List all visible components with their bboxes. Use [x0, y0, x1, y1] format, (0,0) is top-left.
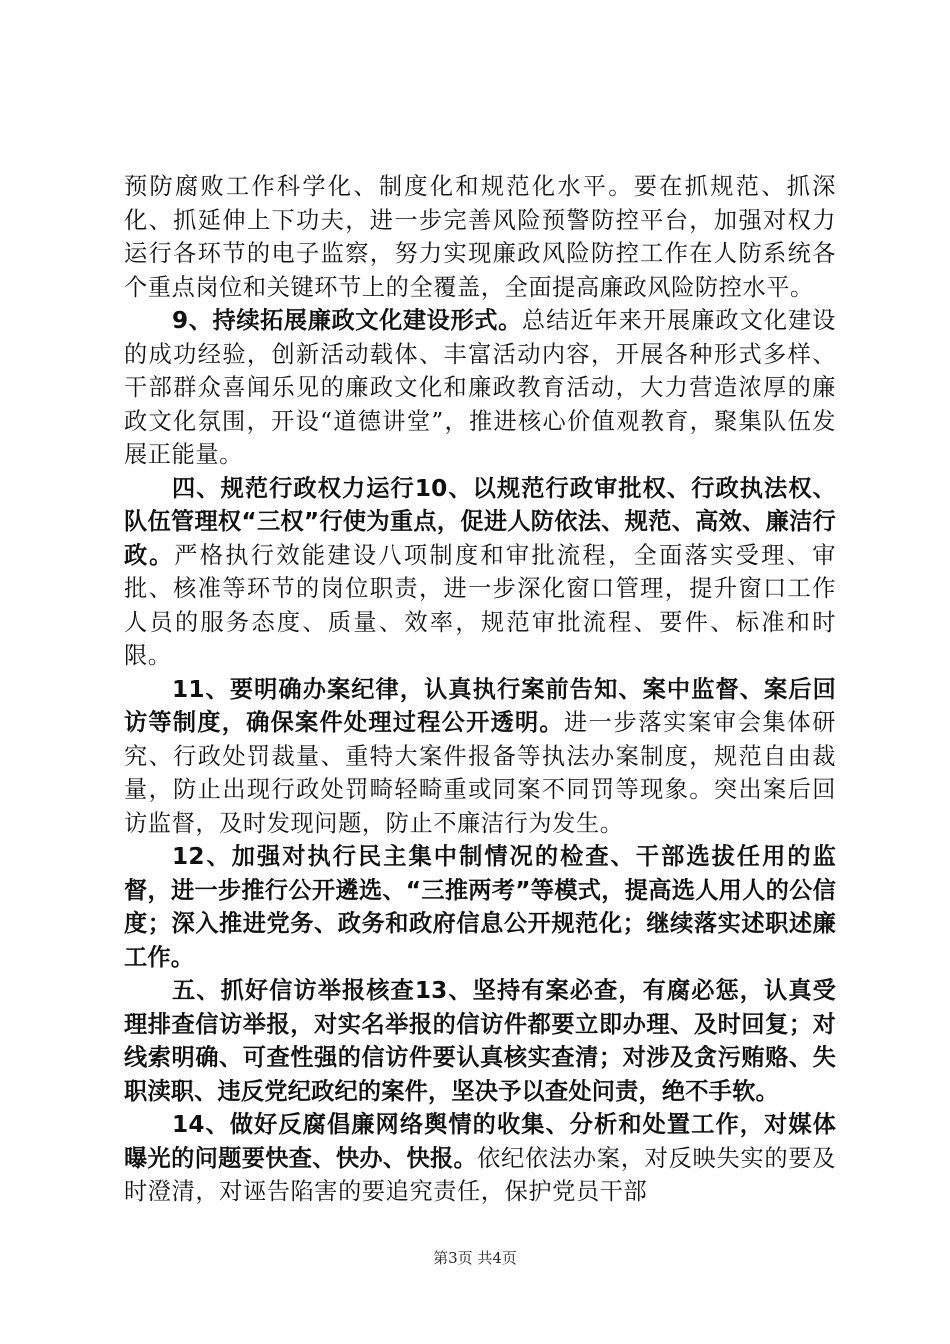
paragraph-3-heading: 四、规范行政权力运行10、以规范行政审批权、行政执法权、队伍管理权“三权”行使为重点，促进人防依法、规范、高效、廉洁行政。 [124, 474, 836, 569]
paragraph-2-heading: 9、持续拓展廉政文化建设形式。 [172, 307, 522, 334]
paragraph-7-heading: 14、做好反腐倡廉网络舆情的收集、分析和处置工作，对媒体曝光的问题要快查、快办、快报。 [124, 1111, 836, 1172]
paragraph-7-text: 依纪依法办案，对反映失实的要及时澄清，对诬告陷害的要追究责任，保护党员干部 [124, 1144, 837, 1205]
paragraph-3-text: 严格执行效能建设八项制度和审批流程，全面落实受理、审批、核准等环节的岗位职责，进一步深化窗口管理，提升窗口工作人员的服务态度、质量、效率，规范审批流程、要件、标准和时限。 [124, 541, 836, 669]
paragraph-3 [124, 472, 836, 673]
paragraph-1-text: 预防腐败工作科学化、制度化和规范化水平。要在抓规范、抓深化、抓延伸上下功夫，进一步完善风险预警防控平台，加强对权力运行各环节的电子监察，努力实现廉政风险防控工作在人防系统各个重点岗位和关键环节上的全覆盖，全面提高廉政风险防控水平。 [124, 173, 836, 301]
paragraph-2-text: 总结近年来开展廉政文化建设的成功经验，创新活动载体、丰富活动内容，开展各种形式多样、干部群众喜闻乐见的廉政文化和廉政教育活动，大力营造浓厚的廉政文化氛围，开设“道德讲堂”，推进核心价值观教育，聚集队伍发展正能量。 [124, 307, 836, 468]
page-footer: 第3页 共4页 [433, 1249, 517, 1267]
paragraph-1 [124, 170, 836, 304]
paragraph-4-heading: 11、要明确办案纪律，认真执行案前告知、案中监督、案后回访等制度，确保案件处理过程公开透明。 [124, 675, 836, 736]
paragraph-7 [124, 1108, 836, 1209]
paragraph-4 [124, 673, 836, 841]
paragraph-2 [124, 304, 836, 472]
document-body [124, 170, 836, 1209]
paragraph-6 [124, 974, 836, 1108]
paragraph-5 [124, 840, 836, 974]
paragraph-6-heading: 五、抓好信访举报核查13、坚持有案必查，有腐必惩，认真受理排查信访举报，对实名举报的信访件都要立即办理、及时回复；对线索明确、可查性强的信访件要认真核实查清；对涉及贪污贿赂、失职渎职、违反党纪政纪的案件，坚决予以查处问责，绝不手软。 [124, 977, 836, 1105]
paragraph-5-heading: 12、加强对执行民主集中制情况的检查、干部选拔任用的监督，进一步推行公开遴选、“三推两考”等模式，提高选人用人的公信度；深入推进党务、政务和政府信息公开规范化；继续落实述职述廉工作。 [124, 843, 836, 971]
paragraph-4-text: 进一步落实案审会集体研究、行政处罚裁量、重特大案件报备等执法办案制度，规范自由裁量，防止出现行政处罚畸轻畸重或同案不同罚等现象。突出案后回访监督，及时发现问题，防止不廉洁行为发生。 [124, 709, 836, 837]
